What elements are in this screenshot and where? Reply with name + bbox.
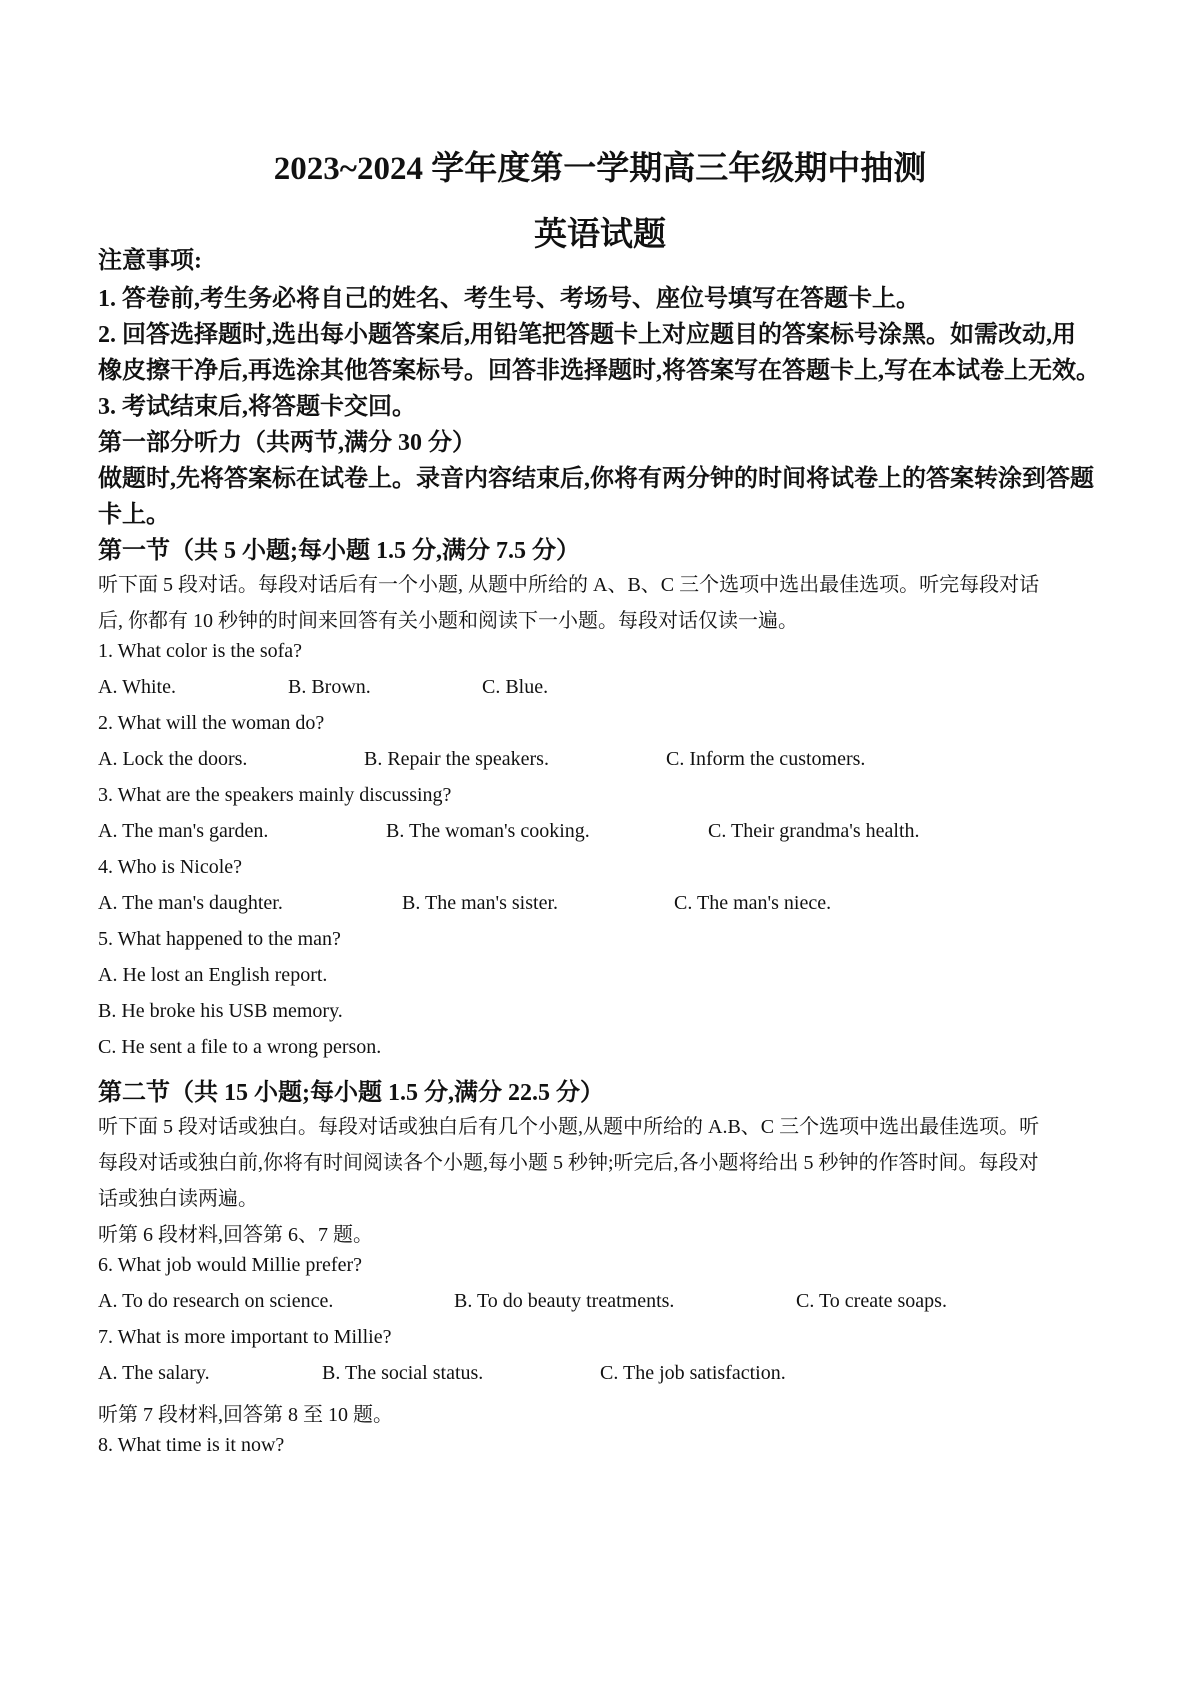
question-4-stem: 4. Who is Nicole? xyxy=(98,856,243,878)
section2-instruction-line-3: 话或独白读两遍。 xyxy=(98,1188,258,1210)
question-2-option-a: A. Lock the doors. xyxy=(98,748,248,770)
exam-subtitle: 英语试题 xyxy=(534,217,666,253)
question-4-option-b: B. The man's sister. xyxy=(402,892,559,914)
question-1-option-b: B. Brown. xyxy=(288,676,371,698)
section1-heading: 第一节（共 5 小题;每小题 1.5 分,满分 7.5 分） xyxy=(98,538,580,564)
part1-instruction-line-1: 做题时,先将答案标在试卷上。录音内容结束后,你将有两分钟的时间将试卷上的答案转涂到答题 xyxy=(98,466,1094,492)
section2-instruction-line-2: 每段对话或独白前,你将有时间阅读各个小题,每小题 5 秒钟;听完后,各小题将给出 5 秒钟的作答时间。每段对 xyxy=(98,1152,1039,1174)
notice-item-1: 1. 答卷前,考生务必将自己的姓名、考生号、考场号、座位号填写在答题卡上。 xyxy=(98,286,920,312)
question-3-option-c: C. Their grandma's health. xyxy=(708,820,920,842)
section1-instruction-line-2: 后, 你都有 10 秒钟的时间来回答有关小题和阅读下一小题。每段对话仅读一遍。 xyxy=(98,610,798,632)
question-5-stem: 5. What happened to the man? xyxy=(98,928,341,950)
notice-heading: 注意事项: xyxy=(98,248,202,274)
question-6-option-a: A. To do research on science. xyxy=(98,1290,334,1312)
question-6-option-c: C. To create soaps. xyxy=(796,1290,947,1312)
material-7-note: 听第 7 段材料,回答第 8 至 10 题。 xyxy=(98,1404,393,1426)
question-4-option-c: C. The man's niece. xyxy=(674,892,832,914)
question-1-option-a: A. White. xyxy=(98,676,176,698)
question-5-option-c: C. He sent a file to a wrong person. xyxy=(98,1036,382,1058)
question-2-stem: 2. What will the woman do? xyxy=(98,712,325,734)
question-1-option-c: C. Blue. xyxy=(482,676,549,698)
question-1-stem: 1. What color is the sofa? xyxy=(98,640,303,662)
question-4-option-a: A. The man's daughter. xyxy=(98,892,283,914)
exam-title: 2023~2024 学年度第一学期高三年级期中抽测 xyxy=(273,151,927,187)
question-7-option-c: C. The job satisfaction. xyxy=(600,1362,786,1384)
notice-item-2-line-2: 橡皮擦干净后,再选涂其他答案标号。回答非选择题时,将答案写在答题卡上,写在本试卷上无效。 xyxy=(98,358,1100,384)
part1-instruction-line-2: 卡上。 xyxy=(98,502,170,528)
notice-item-2-line-1: 2. 回答选择题时,选出每小题答案后,用铅笔把答题卡上对应题目的答案标号涂黑。如需改动,用 xyxy=(98,322,1076,348)
question-7-option-a: A. The salary. xyxy=(98,1362,210,1384)
question-7-option-b: B. The social status. xyxy=(322,1362,484,1384)
section2-instruction-line-1: 听下面 5 段对话或独白。每段对话或独白后有几个小题,从题中所给的 A.B、C 三个选项中选出最佳选项。听 xyxy=(98,1116,1040,1138)
part1-heading: 第一部分听力（共两节,满分 30 分） xyxy=(98,430,476,456)
question-8-stem: 8. What time is it now? xyxy=(98,1434,285,1456)
material-6-note: 听第 6 段材料,回答第 6、7 题。 xyxy=(98,1224,373,1246)
question-3-stem: 3. What are the speakers mainly discussing? xyxy=(98,784,452,806)
section2-heading: 第二节（共 15 小题;每小题 1.5 分,满分 22.5 分） xyxy=(98,1080,604,1106)
question-6-stem: 6. What job would Millie prefer? xyxy=(98,1254,363,1276)
question-3-option-b: B. The woman's cooking. xyxy=(386,820,590,842)
question-7-stem: 7. What is more important to Millie? xyxy=(98,1326,392,1348)
section1-instruction-line-1: 听下面 5 段对话。每段对话后有一个小题, 从题中所给的 A、B、C 三个选项中选出最佳选项。听完每段对话 xyxy=(98,574,1040,596)
question-2-option-c: C. Inform the customers. xyxy=(666,748,866,770)
question-5-option-b: B. He broke his USB memory. xyxy=(98,1000,343,1022)
question-3-option-a: A. The man's garden. xyxy=(98,820,269,842)
question-5-option-a: A. He lost an English report. xyxy=(98,964,328,986)
question-6-option-b: B. To do beauty treatments. xyxy=(454,1290,675,1312)
notice-item-3: 3. 考试结束后,将答题卡交回。 xyxy=(98,394,416,420)
question-2-option-b: B. Repair the speakers. xyxy=(364,748,549,770)
